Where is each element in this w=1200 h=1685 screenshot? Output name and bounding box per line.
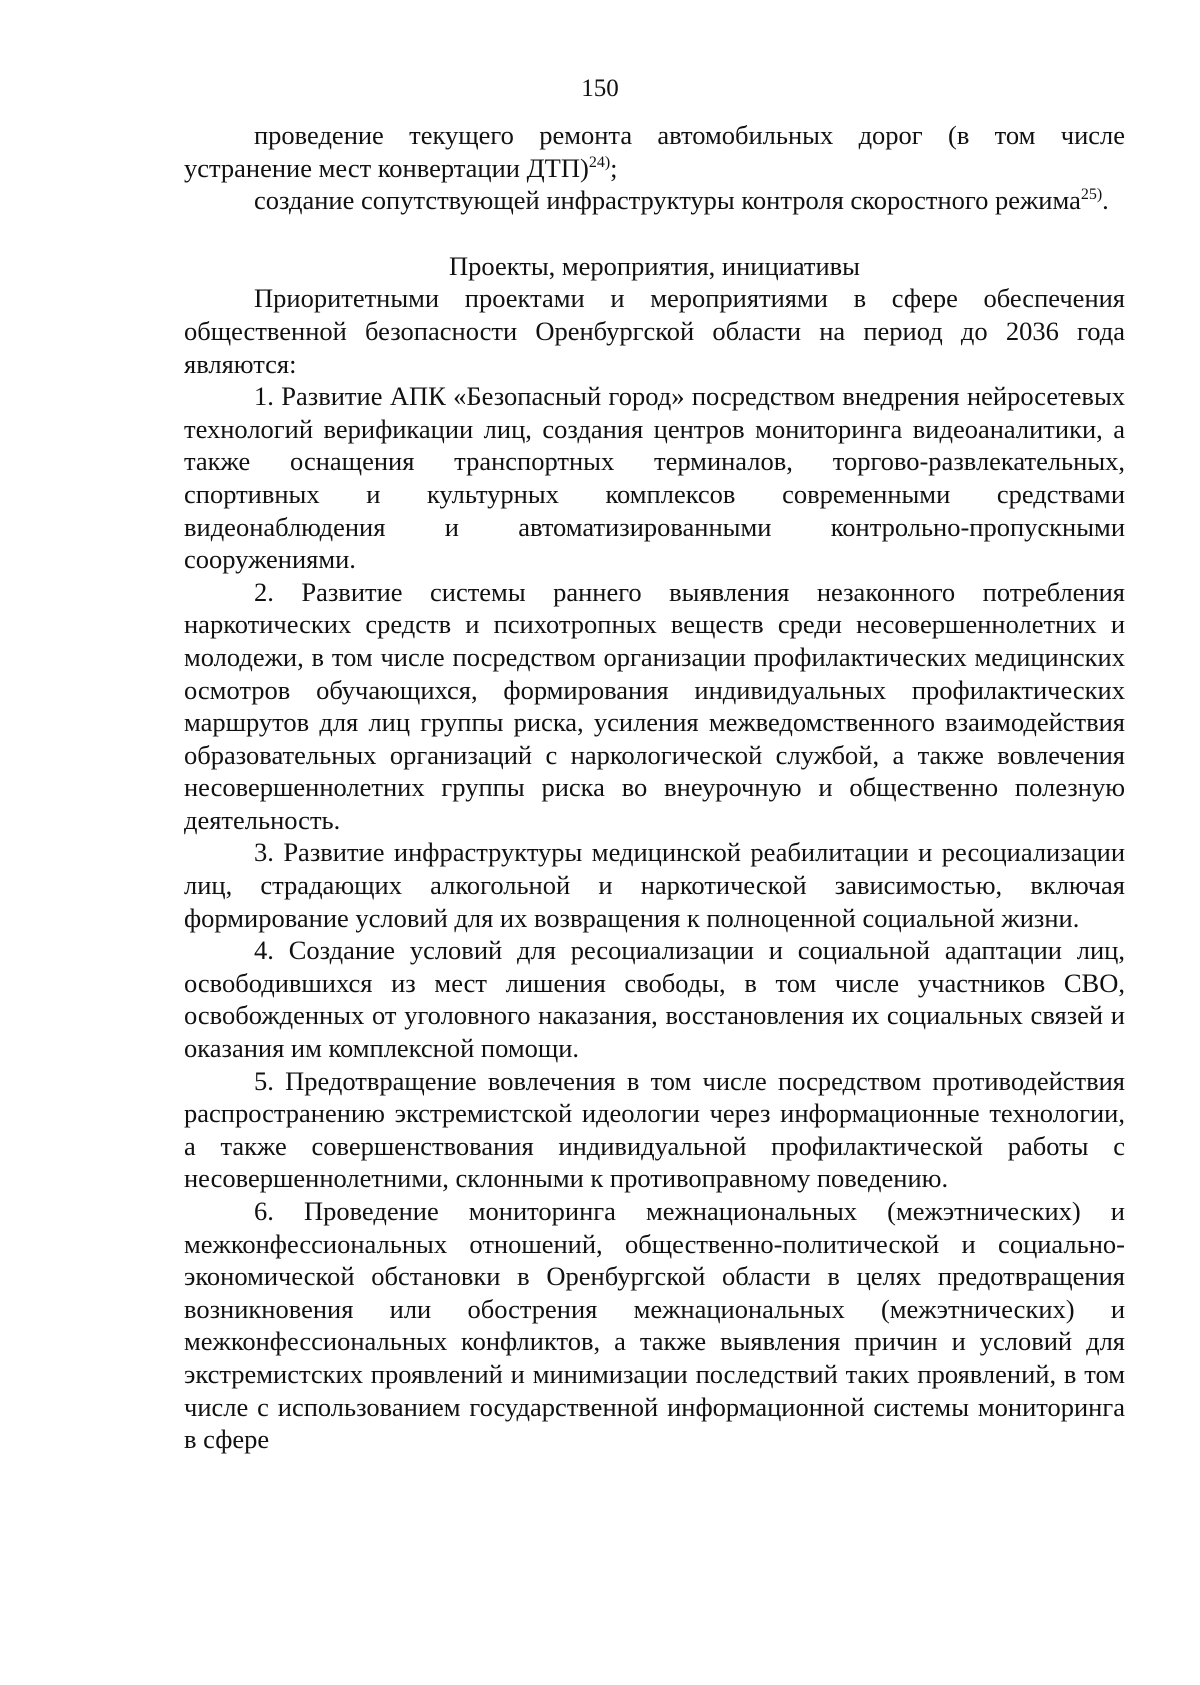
list-item-number: 4. [254, 935, 274, 966]
list-item [184, 1065, 1125, 1195]
list-item-text: Проведение мониторинга межнациональных (межэтнических) и межконфессиональных отношений, общественно-политической и социально-экономической обстановки в Оренбургской области в целях предотвращения возникновения или обострения межнациональных (межэтнических) и межконфессиональных конфликтов, а также выявления причин и условий для экстремистских проявлений и минимизации последствий таких проявлений, в том числе с использованием государственной информационной системы мониторинга в сфере [184, 1196, 1125, 1455]
list-item-number: 1. [254, 381, 274, 412]
paragraph-tail: ; [610, 152, 618, 183]
list-item-text: Развитие АПК «Безопасный город» посредством внедрения нейросетевых технологий верификации лиц, создания центров мониторинга видеоаналитики, а также оснащения транспортных терминалов, торгово-развлекательных, спортивных и культурных комплексов современными средствами видеонаблюдения и автоматизированными контрольно-пропускными сооружениями. [184, 381, 1125, 575]
intro-paragraph: Приоритетными проектами и мероприятиями в сфере обеспечения общественной безопасности Оренбургской области на период до 2036 года являются: [184, 283, 1125, 379]
list-item-text: Предотвращение вовлечения в том числе посредством противодействия распространению экстремистской идеологии через информационные технологии, а также совершенствования индивидуальной профилактической работы с несовершеннолетними, склонными к противоправному поведению. [184, 1065, 1125, 1194]
list-item [184, 576, 1125, 837]
list-item-text: Развитие инфраструктуры медицинской реабилитации и ресоциализации лиц, страдающих алкогольной и наркотической зависимостью, включая формирование условий для их возвращения к полноценной социальной жизни. [184, 837, 1125, 933]
list-item [184, 1195, 1125, 1456]
list-item-number: 2. [254, 576, 274, 607]
paragraph-text: проведение текущего ремонта автомобильных дорог (в том числе устранение мест конвертации ДТП) [184, 120, 1125, 183]
list-item-number: 3. [254, 837, 274, 868]
list-item [184, 836, 1125, 934]
paragraph-speed-control [184, 184, 1125, 217]
list-item [184, 380, 1125, 576]
paragraph-road-repair [184, 119, 1125, 184]
page-number: 150 [581, 75, 619, 102]
list-item-number: 5. [254, 1065, 274, 1096]
paragraph-tail: . [1102, 185, 1109, 216]
list-item-text: Развитие системы раннего выявления незаконного потребления наркотических средств и психотропных веществ среди несовершеннолетних и молодежи, в том числе посредством организации профилактических медицинских осмотров обучающихся, формирования индивидуальных профилактических маршрутов для лиц группы риска, усиления межведомственного взаимодействия образовательных организаций с наркологической службой, а также вовлечения несовершеннолетних группы риска во внеурочную и общественно полезную деятельность. [184, 576, 1125, 835]
section-heading: Проекты, мероприятия, инициативы [449, 250, 860, 281]
footnote-ref[interactable]: 25) [1080, 186, 1103, 204]
footnote-ref[interactable]: 24) [588, 153, 611, 171]
list-item-text: Создание условий для ресоциализации и социальной адаптации лиц, освободившихся из мест лишения свободы, в том числе участников СВО, освобожденных от уголовного наказания, восстановления их социальных связей и оказания им комплексной помощи. [184, 935, 1125, 1064]
paragraph-text: создание сопутствующей инфраструктуры контроля скоростного режима [254, 185, 1081, 216]
document-body [184, 119, 1125, 1456]
list-item-number: 6. [254, 1196, 274, 1226]
list-item [184, 934, 1125, 1064]
